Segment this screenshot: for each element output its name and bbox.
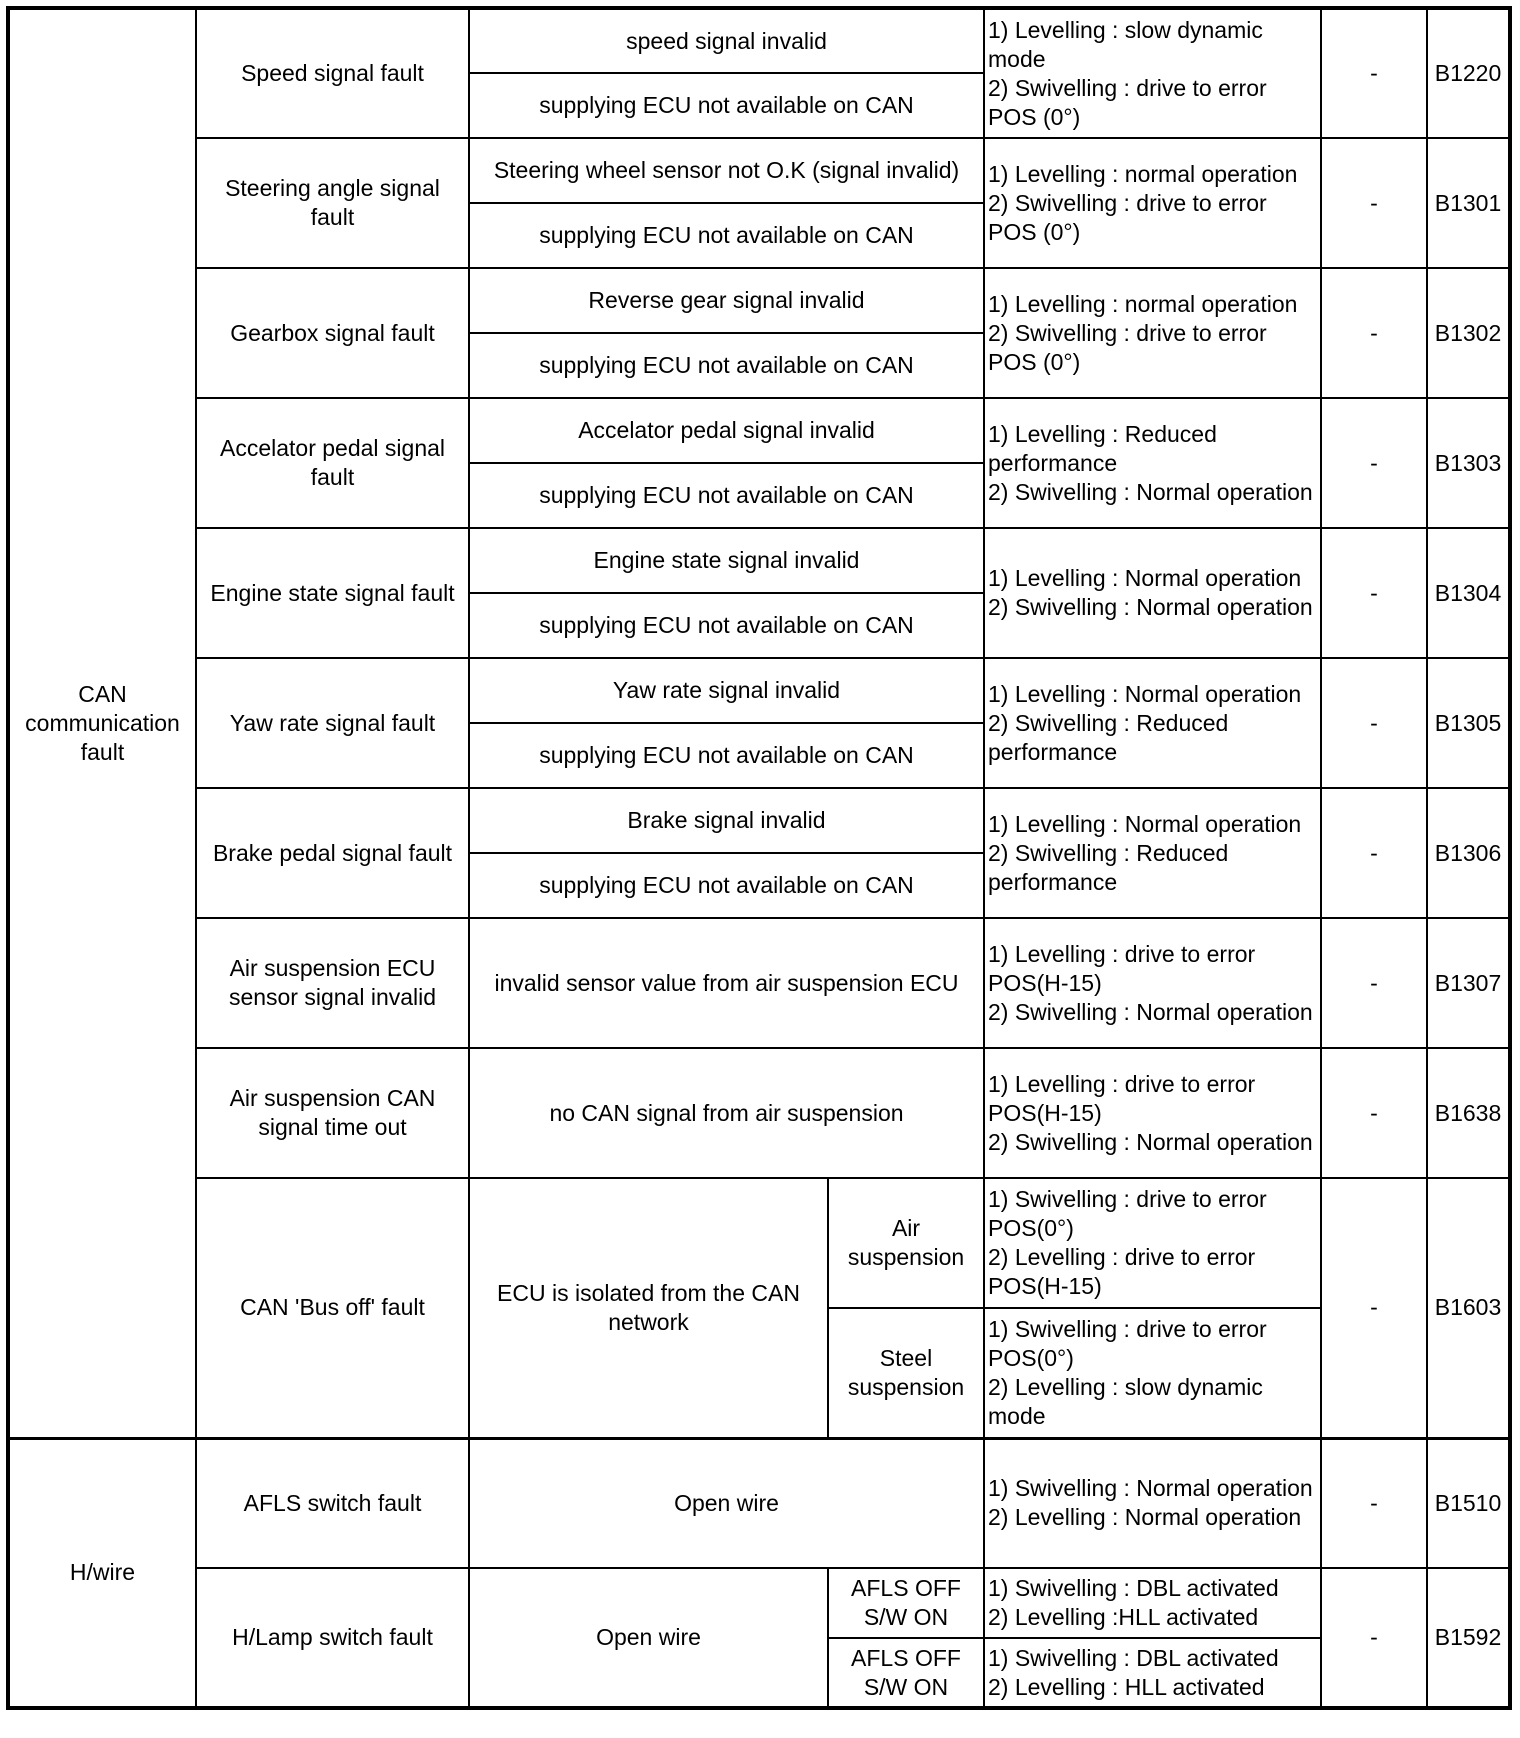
action-line: 2) Levelling : Normal operation bbox=[988, 1504, 1302, 1531]
action-line: 1) Levelling : normal operation bbox=[988, 160, 1298, 187]
dtc-code-cell: B1306 bbox=[1427, 788, 1510, 918]
fault-name-cell: CAN 'Bus off' fault bbox=[196, 1178, 469, 1438]
dtc-code-cell: B1307 bbox=[1427, 918, 1510, 1048]
action-cell bbox=[984, 788, 1321, 918]
condition-cell: invalid sensor value from air suspension ECU bbox=[469, 918, 984, 1048]
condition-cell: speed signal invalid bbox=[469, 8, 984, 73]
dtc-code-cell: B1303 bbox=[1427, 398, 1510, 528]
action-line: 1) Levelling : Normal operation bbox=[988, 810, 1302, 837]
table-row bbox=[8, 1178, 1510, 1243]
action-line: 1) Levelling : drive to error POS(H-15) bbox=[988, 940, 1256, 996]
action-line: 2) Swivelling : Reduced performance bbox=[988, 839, 1229, 895]
action-line: 1) Swivelling : DBL activated bbox=[988, 1644, 1279, 1671]
dash-cell: - bbox=[1321, 918, 1427, 1048]
condition-cell: supplying ECU not available on CAN bbox=[469, 853, 984, 918]
action-cell bbox=[984, 528, 1321, 658]
table-row bbox=[8, 918, 1510, 983]
variant-label-cell: Steel suspension bbox=[828, 1308, 984, 1438]
dtc-code-cell: B1638 bbox=[1427, 1048, 1510, 1178]
fault-name-cell: Accelator pedal signal fault bbox=[196, 398, 469, 528]
action-cell bbox=[984, 1568, 1321, 1638]
condition-cell: Reverse gear signal invalid bbox=[469, 268, 984, 333]
dash-cell: - bbox=[1321, 138, 1427, 268]
condition-cell: supplying ECU not available on CAN bbox=[469, 593, 984, 658]
condition-cell: ECU is isolated from the CAN network bbox=[469, 1178, 828, 1438]
fault-name-cell: H/Lamp switch fault bbox=[196, 1568, 469, 1708]
condition-cell: supplying ECU not available on CAN bbox=[469, 203, 984, 268]
action-line: 2) Levelling :HLL activated bbox=[988, 1604, 1259, 1630]
category-cell: H/wire bbox=[8, 1438, 196, 1708]
dash-cell: - bbox=[1321, 788, 1427, 918]
table-row bbox=[8, 1568, 1510, 1638]
action-cell bbox=[984, 1178, 1321, 1308]
variant-label-cell: Air suspension bbox=[828, 1178, 984, 1308]
condition-cell: Open wire bbox=[469, 1568, 828, 1708]
dash-cell: - bbox=[1321, 398, 1427, 528]
action-line: 2) Swivelling : Normal operation bbox=[988, 998, 1313, 1025]
action-line: 2) Swivelling : Normal operation bbox=[988, 1128, 1313, 1155]
action-line: 1) Levelling : Reduced performance bbox=[988, 420, 1217, 476]
action-cell bbox=[984, 1438, 1321, 1568]
fault-table bbox=[6, 6, 1512, 1710]
category-cell: CAN communication fault bbox=[8, 8, 196, 1438]
condition-cell: Open wire bbox=[469, 1438, 984, 1568]
condition-cell: no CAN signal from air suspension bbox=[469, 1048, 984, 1178]
action-line: 2) Levelling : slow dynamic mode bbox=[988, 1373, 1263, 1429]
action-line: 1) Swivelling : Normal operation bbox=[988, 1475, 1313, 1502]
action-line: 1) Levelling : normal operation bbox=[988, 290, 1298, 317]
action-line: 2) Levelling : HLL activated bbox=[988, 1673, 1265, 1700]
dash-cell: - bbox=[1321, 528, 1427, 658]
dtc-code-cell: B1220 bbox=[1427, 8, 1510, 138]
action-line: 2) Swivelling : drive to error POS (0°) bbox=[988, 319, 1267, 375]
action-cell bbox=[984, 1638, 1321, 1708]
table-row bbox=[8, 788, 1510, 853]
fault-name-cell: AFLS switch fault bbox=[196, 1438, 469, 1568]
action-cell bbox=[984, 398, 1321, 528]
condition-cell: supplying ECU not available on CAN bbox=[469, 723, 984, 788]
fault-name-cell: Speed signal fault bbox=[196, 8, 469, 138]
action-line: 1) Swivelling : DBL activated bbox=[988, 1575, 1279, 1601]
action-line: 2) Levelling : drive to error POS(H-15) bbox=[988, 1244, 1256, 1299]
table-row bbox=[8, 138, 1510, 203]
fault-name-cell: Engine state signal fault bbox=[196, 528, 469, 658]
table-row bbox=[8, 398, 1510, 463]
table-row bbox=[8, 658, 1510, 723]
dash-cell: - bbox=[1321, 268, 1427, 398]
action-line: 1) Swivelling : drive to error POS(0°) bbox=[988, 1186, 1267, 1241]
action-line: 2) Swivelling : Normal operation bbox=[988, 478, 1313, 505]
table-row bbox=[8, 528, 1510, 593]
dtc-code-cell: B1510 bbox=[1427, 1438, 1510, 1568]
table-row bbox=[8, 1048, 1510, 1113]
dash-cell: - bbox=[1321, 1048, 1427, 1178]
dash-cell: - bbox=[1321, 1438, 1427, 1568]
action-line: 1) Levelling : drive to error POS(H-15) bbox=[988, 1070, 1256, 1126]
action-line: 1) Levelling : Normal operation bbox=[988, 565, 1302, 591]
action-line: 2) Swivelling : drive to error POS (0°) bbox=[988, 189, 1267, 245]
action-cell bbox=[984, 138, 1321, 268]
fault-name-cell: Yaw rate signal fault bbox=[196, 658, 469, 788]
action-line: 1) Levelling : slow dynamic mode bbox=[988, 16, 1263, 72]
dtc-code-cell: B1304 bbox=[1427, 528, 1510, 658]
dtc-code-cell: B1592 bbox=[1427, 1568, 1510, 1708]
action-line: 2) Swivelling : Normal operation bbox=[988, 594, 1313, 620]
fault-name-cell: Brake pedal signal fault bbox=[196, 788, 469, 918]
action-cell bbox=[984, 1048, 1321, 1178]
action-line: 1) Swivelling : drive to error POS(0°) bbox=[988, 1315, 1267, 1371]
action-cell bbox=[984, 1308, 1321, 1438]
fault-name-cell: Air suspension CAN signal time out bbox=[196, 1048, 469, 1178]
dtc-code-cell: B1302 bbox=[1427, 268, 1510, 398]
condition-cell: supplying ECU not available on CAN bbox=[469, 463, 984, 528]
fault-name-cell: Steering angle signal fault bbox=[196, 138, 469, 268]
condition-cell: Accelator pedal signal invalid bbox=[469, 398, 984, 463]
action-line: 2) Swivelling : Reduced performance bbox=[988, 709, 1229, 765]
dash-cell: - bbox=[1321, 8, 1427, 138]
dtc-code-cell: B1603 bbox=[1427, 1178, 1510, 1438]
action-line: 1) Levelling : Normal operation bbox=[988, 680, 1302, 707]
condition-cell: supplying ECU not available on CAN bbox=[469, 333, 984, 398]
fault-name-cell: Gearbox signal fault bbox=[196, 268, 469, 398]
fault-name-cell: Air suspension ECU sensor signal invalid bbox=[196, 918, 469, 1048]
condition-cell: Steering wheel sensor not O.K (signal invalid) bbox=[469, 138, 984, 203]
action-cell bbox=[984, 268, 1321, 398]
condition-cell: Brake signal invalid bbox=[469, 788, 984, 853]
table-row bbox=[8, 1438, 1510, 1503]
dash-cell: - bbox=[1321, 1568, 1427, 1708]
condition-cell: Engine state signal invalid bbox=[469, 528, 984, 593]
dash-cell: - bbox=[1321, 1178, 1427, 1438]
dtc-code-cell: B1301 bbox=[1427, 138, 1510, 268]
table-row bbox=[8, 268, 1510, 333]
condition-cell: supplying ECU not available on CAN bbox=[469, 73, 984, 138]
variant-label-cell: AFLS OFF S/W ON bbox=[828, 1568, 984, 1638]
action-cell bbox=[984, 918, 1321, 1048]
condition-cell: Yaw rate signal invalid bbox=[469, 658, 984, 723]
action-line: 2) Swivelling : drive to error POS (0°) bbox=[988, 74, 1267, 130]
dtc-code-cell: B1305 bbox=[1427, 658, 1510, 788]
action-cell bbox=[984, 658, 1321, 788]
action-cell bbox=[984, 8, 1321, 138]
variant-label-cell: AFLS OFF S/W ON bbox=[828, 1638, 984, 1708]
table-row bbox=[8, 8, 1510, 73]
dash-cell: - bbox=[1321, 658, 1427, 788]
